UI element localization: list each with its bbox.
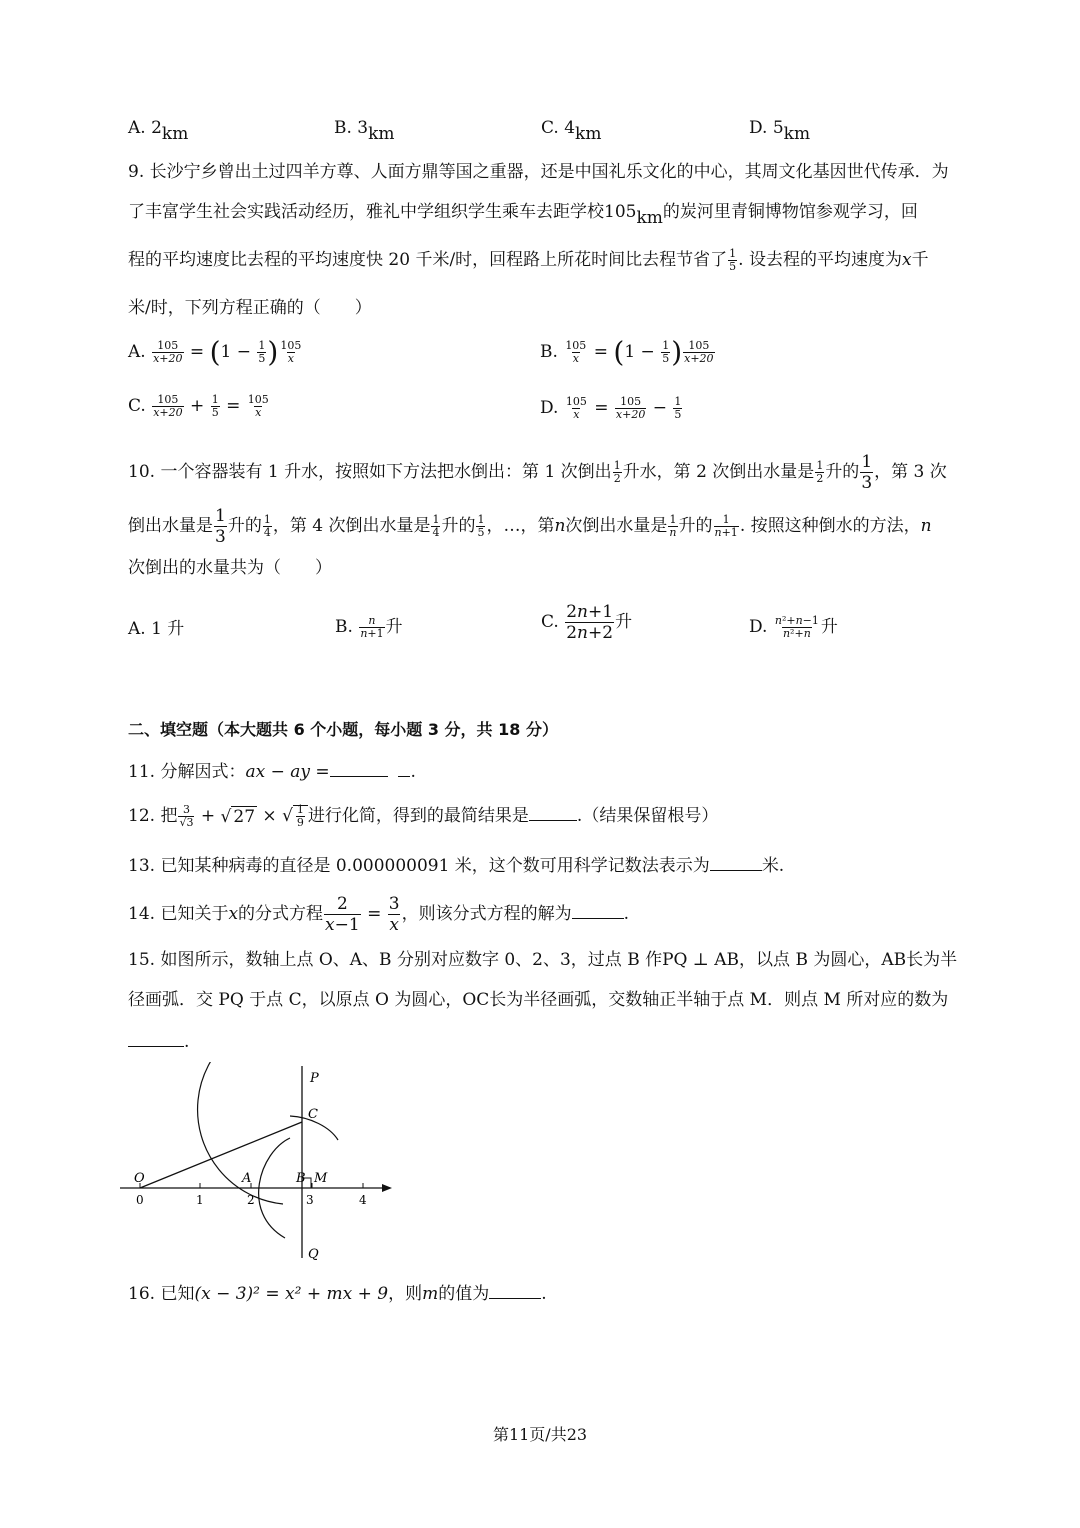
- q9-line-3: 程的平均速度比去程的平均速度快 20 千米/时，回程路上所花时间比去程节省了 $\frac{1}{5}$ . 设去程的平均速度为x千: [128, 247, 929, 273]
- q8-option-c: C. 4km: [541, 118, 602, 144]
- q15-line-3: .: [128, 1030, 189, 1054]
- tick-0: 0: [136, 1193, 144, 1207]
- label-C: C: [308, 1107, 318, 1122]
- label-P: P: [310, 1071, 319, 1086]
- q9-option-c: C. $\frac{105}{x+20}$ + $\frac{1}{5}$ = $\frac{105}{x}$: [128, 393, 269, 419]
- label-A: A: [242, 1171, 252, 1186]
- tick-3: 3: [306, 1193, 314, 1207]
- q10-line-2: 倒出水量是 $\frac{1}{3}$ 升的 $\frac{1}{4}$ ，第 4 次倒出水量是 $\frac{1}{4}$ 升的 $\frac{1}{5}$ ，…，第n次倒出水量是 $\frac{1}{n}$ 升的 $\frac{1}{n+1}$ . 按照这种倒水的方法，n: [128, 506, 932, 547]
- q10-line-3: 次倒出的水量共为（ ）: [128, 558, 332, 578]
- q13: 13. 已知某种病毒的直径是 0.000000091 米，这个数可用科学记数法表示为 米.: [128, 856, 785, 876]
- q8-option-a: A. 2km: [128, 118, 189, 144]
- tick-1: 1: [196, 1193, 204, 1207]
- q9-line-2: 了丰富学生社会实践活动经历，雅礼中学组织学生乘车去距学校105km的炭河里青铜博物馆参观学习，回: [128, 202, 918, 228]
- section-2-title: 二、填空题（本大题共 6 个小题，每小题 3 分，共 18 分）: [128, 720, 558, 739]
- label-M: M: [314, 1171, 328, 1186]
- tick-4: 4: [359, 1193, 367, 1207]
- q12: 12. 把 $\frac{3}{√3}$ + √ 27 × √ $\frac{1}{9}$ 进行化简，得到的最简结果是 .（结果保留根号）: [128, 803, 719, 829]
- q9-option-a: A. $\frac{105}{x+20}$ = (1 − $\frac{1}{5}$ ) $\frac{105}{x}$: [128, 335, 302, 369]
- number-line-figure: [120, 1062, 410, 1272]
- q10-option-d: D. $\frac{\text{n²+n−1}}{\text{n²+n}}$ 升: [749, 614, 838, 640]
- q8-option-d: D. 5km: [749, 118, 811, 144]
- segment-OC: [140, 1122, 302, 1188]
- q10-option-c: C. $\frac{2n+1}{2n+2}$ 升: [541, 602, 633, 643]
- q9-option-d: D. $\frac{105}{x}$ = $\frac{105}{x+20}$ − $\frac{1}{5}$: [540, 395, 682, 421]
- q9-option-b: B. $\frac{105}{x}$ = (1 − $\frac{1}{5}$ ) $\frac{105}{x+20}$: [540, 335, 714, 369]
- q16: 16. 已知(x − 3)² = x² + mx + 9，则m的值为 .: [128, 1284, 547, 1304]
- q8-option-b: B. 3km: [334, 118, 395, 144]
- label-B: B: [296, 1171, 306, 1186]
- label-O: O: [134, 1171, 145, 1186]
- q9-line-4: 米/时，下列方程正确的（ ）: [128, 298, 372, 318]
- q11: 11. 分解因式：ax − ay = .: [128, 762, 416, 782]
- axis-arrow: [382, 1184, 392, 1192]
- q10-line-1: 10. 一个容器装有 1 升水，按照如下方法把水倒出：第 1 次倒出 $\frac{1}{2}$ 升水，第 2 次倒出水量是 $\frac{1}{2}$ 升的 $\frac{1}{3}$ ，第 3 次: [128, 452, 947, 493]
- q10-option-a: A. 1 升: [128, 619, 185, 639]
- label-Q: Q: [308, 1247, 319, 1262]
- q9-line-1: 9. 长沙宁乡曾出土过四羊方尊、人面方鼎等国之重器，还是中国礼乐文化的中心，其周文化基因世代传承．为: [128, 162, 949, 182]
- q15-line-1: 15. 如图所示，数轴上点 O、A、B 分别对应数字 0、2、3，过点 B 作PQ ⊥ AB，以点 B 为圆心，AB长为半: [128, 950, 958, 970]
- q14: 14. 已知关于x的分式方程 $\frac{2}{x-1}$ = $\frac{3}{x}$ ，则该分式方程的解为 .: [128, 894, 629, 935]
- tick-2: 2: [247, 1193, 255, 1207]
- q15-line-2: 径画弧．交 PQ 于点 C，以原点 O 为圆心，OC长为半径画弧，交数轴正半轴于点 M．则点 M 所对应的数为: [128, 990, 949, 1010]
- page-number: 第11页/共23: [492, 1425, 588, 1444]
- q10-option-b: B. $\frac{n}{n+1}$ 升: [335, 614, 403, 640]
